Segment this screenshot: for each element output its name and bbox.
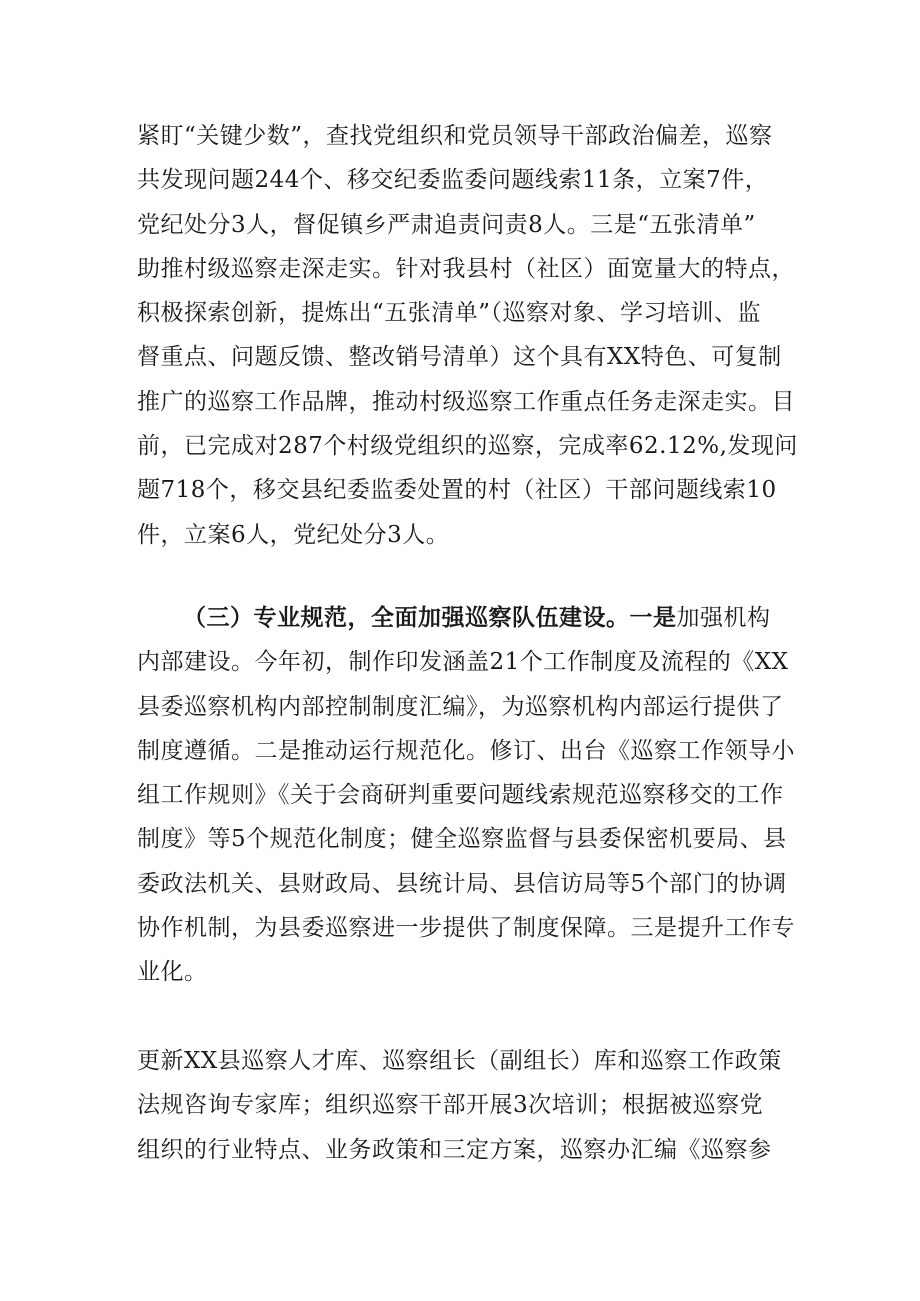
paragraph-1 — [137, 114, 797, 557]
text-line: 积极探索创新，提炼出“五张清单”（巡察对象、学习培训、监 — [137, 300, 762, 327]
text-line: 前，已完成对287个村级党组织的巡察，完成率62.12%,发现问 — [137, 433, 798, 460]
text-line: 紧盯“关键少数”，查找党组织和党员领导干部政治偏差，巡察 — [137, 123, 773, 149]
text-line: 件，立案6人，党纪处分3人。 — [137, 521, 450, 548]
paragraph-2 — [137, 596, 797, 995]
text-line: 督重点、问题反馈、整改销号清单）这个具有XX特色、可复制 — [137, 344, 782, 371]
text-line: 题718个，移交县纪委监委处置的村（社区）干部问题线索10 — [137, 477, 777, 504]
text-line: 党纪处分3人，督促镇乡严肃追责问责8人。三是“五张清单” — [137, 211, 756, 238]
text-line: 推广的巡察工作品牌，推动村级巡察工作重点任务走深走实。目 — [137, 388, 795, 415]
text-line: 助推村级巡察走深走实。针对我县村（社区）面宽量大的特点， — [137, 255, 795, 282]
text-line: 更新XX县巡察人才库、巡察组长（副组长）库和巡察工作政策 — [137, 1048, 782, 1074]
text-line: 制度》等5个规范化制度；健全巡察监督与县委保密机要局、县 — [137, 826, 787, 853]
text-line: 内部建设。今年初，制作印发涵盖21个工作制度及流程的《XX — [137, 649, 789, 676]
text-line: 制度遵循。二是推动运行规范化。修订、出台《巡察工作领导小 — [137, 737, 795, 764]
text-line: 县委巡察机构内部控制制度汇编》，为巡察机构内部运行提供了 — [137, 693, 784, 720]
text-line: 业化。 — [137, 959, 208, 986]
heading-continuation: 加强机构 — [676, 605, 771, 631]
paragraph-3 — [137, 1039, 797, 1172]
text-line: 委政法机关、县财政局、县统计局、县信访局等5个部门的协调 — [137, 870, 787, 897]
text-line: 协作机制，为县委巡察进一步提供了制度保障。三是提升工作专 — [137, 915, 795, 942]
text-line: 组工作规则》《关于会商研判重要问题线索规范巡察移交的工作 — [137, 782, 784, 809]
text-line: 法规咨询专家库；组织巡察干部开展3次培训；根据被巡察党 — [137, 1092, 764, 1119]
paragraph-first-line — [137, 596, 797, 640]
text-line: 组织的行业特点、业务政策和三定方案，巡察办汇编《巡察参 — [137, 1136, 772, 1163]
text-line: 共发现问题244个、移交纪委监委问题线索11条，立案7件， — [137, 167, 769, 194]
section-heading: （三）专业规范，全面加强巡察队伍建设。一是 — [183, 604, 677, 631]
